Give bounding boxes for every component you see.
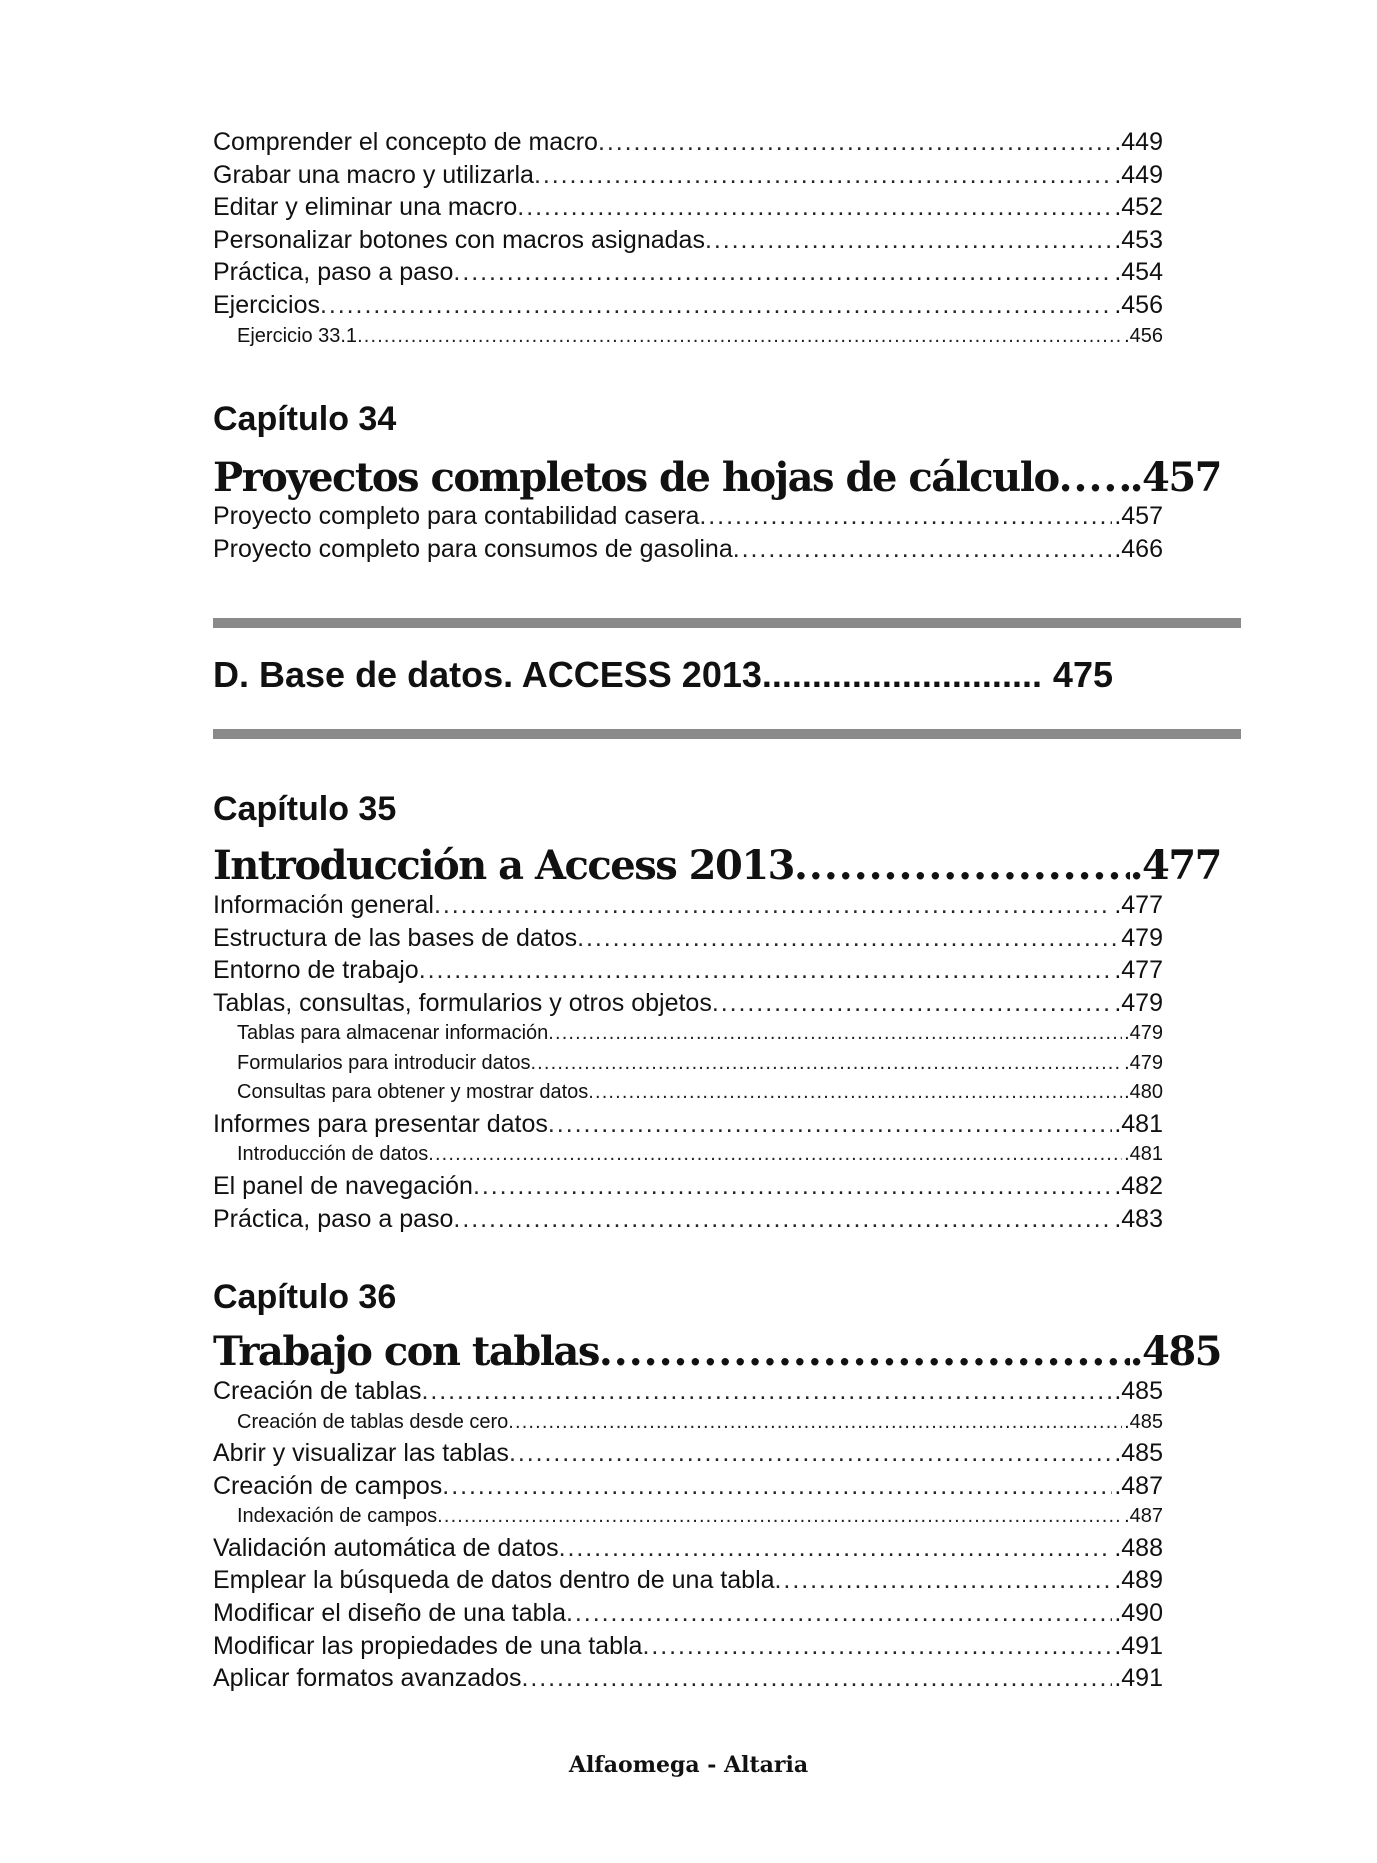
entry-title: Comprender el concepto de macro bbox=[213, 128, 598, 156]
section-rule-bottom bbox=[213, 729, 1241, 739]
entry-title: Práctica, paso a paso bbox=[213, 258, 454, 287]
toc-entries-chapter-36 bbox=[213, 1375, 1163, 1695]
toc-subentry bbox=[213, 1019, 1163, 1049]
entry-page-number: .449 bbox=[1114, 160, 1163, 189]
entry-title: Formularios para introducir datos bbox=[237, 1051, 531, 1074]
entry-page-number: .488 bbox=[1114, 1533, 1163, 1562]
entry-title: Informes para presentar datos bbox=[213, 1109, 548, 1138]
leader-dots bbox=[642, 1630, 1112, 1663]
entry-title: Ejercicio 33.1 bbox=[237, 324, 358, 347]
entry-title: Ejercicios bbox=[213, 290, 320, 319]
section-d-title: D. Base de datos. ACCESS 2013 bbox=[213, 654, 762, 695]
toc-entry bbox=[213, 1630, 1163, 1663]
leader-dots bbox=[712, 987, 1112, 1020]
entry-page-number: .491 bbox=[1114, 1631, 1163, 1660]
leader-dots bbox=[598, 126, 1112, 159]
entry-title: Proyecto completo para contabilidad casera bbox=[213, 502, 700, 530]
entry-title: Introducción de datos bbox=[237, 1143, 429, 1166]
entry-page-number: .482 bbox=[1114, 1171, 1163, 1200]
toc-subentry bbox=[213, 1408, 1163, 1438]
section-rule-top bbox=[213, 618, 1241, 628]
entry-page-number: .456 bbox=[1124, 324, 1163, 347]
entry-title: Indexación de campos bbox=[237, 1505, 438, 1528]
toc-subentry bbox=[213, 1502, 1163, 1532]
chapter-36-label: Capítulo 36 bbox=[213, 1278, 397, 1316]
toc-entry bbox=[213, 533, 1163, 566]
chapter-36-page: .485 bbox=[1129, 1328, 1221, 1375]
entry-page-number: .489 bbox=[1114, 1566, 1163, 1595]
leader-dots bbox=[453, 256, 1112, 289]
entry-title: Abrir y visualizar las tablas bbox=[213, 1439, 509, 1468]
entry-page-number: .466 bbox=[1114, 534, 1163, 563]
leader-dots bbox=[762, 654, 1043, 696]
toc-entries-chapter-35 bbox=[213, 889, 1163, 1235]
leader-dots bbox=[548, 1108, 1112, 1141]
toc-entries-chapter-34 bbox=[213, 500, 1163, 565]
toc-entry bbox=[213, 1470, 1163, 1503]
toc-entry bbox=[213, 1532, 1163, 1565]
leader-dots bbox=[517, 191, 1112, 224]
leader-dots bbox=[1059, 454, 1130, 501]
entry-title: Editar y eliminar una macro bbox=[213, 193, 518, 222]
toc-entry bbox=[213, 889, 1163, 922]
toc-entry bbox=[213, 1108, 1163, 1141]
toc-entry bbox=[213, 1662, 1163, 1695]
entry-page-number: .457 bbox=[1114, 502, 1163, 530]
entry-page-number: .477 bbox=[1114, 956, 1163, 985]
toc-entry bbox=[213, 922, 1163, 955]
leader-dots bbox=[566, 1597, 1112, 1630]
entry-page-number: .449 bbox=[1114, 128, 1163, 156]
toc-entry bbox=[213, 1437, 1163, 1470]
chapter-35-title: Introducción a Access 2013 bbox=[213, 842, 794, 889]
entry-page-number: .481 bbox=[1114, 1109, 1163, 1138]
chapter-34-label: Capítulo 34 bbox=[213, 400, 397, 438]
entry-page-number: .481 bbox=[1124, 1143, 1163, 1166]
leader-dots bbox=[357, 322, 1122, 352]
leader-dots bbox=[775, 1564, 1113, 1597]
entry-page-number: .487 bbox=[1124, 1505, 1163, 1528]
toc-entry bbox=[213, 987, 1163, 1020]
leader-dots bbox=[320, 289, 1112, 322]
entry-title: Tablas, consultas, formularios y otros objetos bbox=[213, 988, 712, 1017]
entry-title: Información general bbox=[213, 891, 434, 919]
toc-entry bbox=[213, 500, 1163, 533]
leader-dots bbox=[453, 1203, 1112, 1236]
toc-entry bbox=[213, 126, 1163, 159]
entry-page-number: .485 bbox=[1124, 1410, 1163, 1433]
leader-dots bbox=[419, 954, 1113, 987]
leader-dots bbox=[509, 1437, 1112, 1470]
leader-dots bbox=[699, 500, 1112, 533]
chapter-34-title-row bbox=[213, 454, 1221, 501]
leader-dots bbox=[548, 1019, 1122, 1049]
publisher-footer: Alfaomega - Altaria bbox=[568, 1752, 809, 1778]
leader-dots bbox=[534, 159, 1112, 192]
leader-dots bbox=[588, 1078, 1122, 1108]
toc-entry bbox=[213, 1597, 1163, 1630]
entry-title: Creación de campos bbox=[213, 1471, 443, 1500]
leader-dots bbox=[421, 1375, 1112, 1408]
entry-title: Modificar el diseño de una tabla bbox=[213, 1598, 567, 1627]
entry-title: Estructura de las bases de datos bbox=[213, 923, 578, 952]
entry-title: Consultas para obtener y mostrar datos bbox=[237, 1081, 589, 1104]
toc-entry bbox=[213, 256, 1163, 289]
chapter-34-page: .457 bbox=[1129, 454, 1221, 501]
leader-dots bbox=[437, 1502, 1122, 1532]
toc-entry bbox=[213, 1375, 1163, 1408]
toc-subentry bbox=[213, 1049, 1163, 1079]
leader-dots bbox=[705, 224, 1112, 257]
toc-entry bbox=[213, 1203, 1163, 1236]
entry-title: Tablas para almacenar información bbox=[237, 1022, 549, 1045]
entry-title: Validación automática de datos bbox=[213, 1533, 559, 1562]
toc-entry bbox=[213, 1170, 1163, 1203]
entry-page-number: .485 bbox=[1114, 1439, 1163, 1468]
leader-dots bbox=[530, 1049, 1122, 1079]
entry-page-number: .454 bbox=[1114, 258, 1163, 287]
leader-dots bbox=[521, 1662, 1112, 1695]
toc-subentry bbox=[213, 322, 1163, 352]
entry-title: Personalizar botones con macros asignadas bbox=[213, 225, 705, 254]
toc-entries-chapter-33 bbox=[213, 126, 1163, 351]
entry-title: Creación de tablas desde cero bbox=[237, 1410, 509, 1433]
toc-entry bbox=[213, 159, 1163, 192]
entry-page-number: .491 bbox=[1114, 1664, 1163, 1693]
leader-dots bbox=[434, 889, 1112, 922]
entry-title: Aplicar formatos avanzados bbox=[213, 1664, 522, 1693]
entry-title: Práctica, paso a paso bbox=[213, 1204, 454, 1233]
chapter-36-title-row bbox=[213, 1328, 1221, 1375]
toc-subentry bbox=[213, 1078, 1163, 1108]
leader-dots bbox=[428, 1140, 1122, 1170]
entry-title: Creación de tablas bbox=[213, 1377, 422, 1405]
chapter-36-title: Trabajo con tablas bbox=[213, 1328, 599, 1375]
entry-title: Modificar las propiedades de una tabla bbox=[213, 1631, 643, 1660]
toc-entry bbox=[213, 1564, 1163, 1597]
entry-page-number: .490 bbox=[1114, 1598, 1163, 1627]
leader-dots bbox=[577, 922, 1119, 955]
toc-subentry bbox=[213, 1140, 1163, 1170]
leader-dots bbox=[794, 842, 1130, 889]
entry-title: El panel de navegación bbox=[213, 1171, 473, 1200]
entry-page-number: .487 bbox=[1114, 1471, 1163, 1500]
entry-page-number: .479 bbox=[1124, 1022, 1163, 1045]
leader-dots bbox=[508, 1408, 1122, 1438]
entry-page-number: .483 bbox=[1114, 1204, 1163, 1233]
entry-page-number: .479 bbox=[1114, 988, 1163, 1017]
entry-page-number: .485 bbox=[1114, 1377, 1163, 1405]
toc-entry bbox=[213, 954, 1163, 987]
entry-page-number: .479 bbox=[1124, 1051, 1163, 1074]
leader-dots bbox=[473, 1170, 1112, 1203]
entry-title: Proyecto completo para consumos de gasolina bbox=[213, 534, 733, 563]
chapter-35-label: Capítulo 35 bbox=[213, 790, 397, 828]
entry-page-number: .477 bbox=[1114, 891, 1163, 919]
entry-title: Entorno de trabajo bbox=[213, 956, 419, 985]
entry-page-number: .480 bbox=[1124, 1081, 1163, 1104]
entry-page-number: .456 bbox=[1114, 290, 1163, 319]
toc-entry bbox=[213, 191, 1163, 224]
section-d-page: 475 bbox=[1052, 654, 1113, 695]
leader-dots bbox=[599, 1328, 1130, 1375]
chapter-34-title: Proyectos completos de hojas de cálculo bbox=[213, 454, 1059, 501]
section-d-row bbox=[213, 654, 1113, 696]
toc-entry bbox=[213, 224, 1163, 257]
leader-dots bbox=[442, 1470, 1112, 1503]
entry-title: Grabar una macro y utilizarla bbox=[213, 160, 534, 189]
entry-title: Emplear la búsqueda de datos dentro de una tabla bbox=[213, 1566, 775, 1595]
chapter-35-page: .477 bbox=[1129, 842, 1221, 889]
entry-page-number: .452 bbox=[1114, 193, 1163, 222]
chapter-35-title-row bbox=[213, 842, 1221, 889]
toc-entry bbox=[213, 289, 1163, 322]
leader-dots bbox=[733, 533, 1113, 566]
entry-page-number: .453 bbox=[1114, 225, 1163, 254]
entry-page-number: 479 bbox=[1121, 923, 1163, 952]
leader-dots bbox=[559, 1532, 1113, 1565]
